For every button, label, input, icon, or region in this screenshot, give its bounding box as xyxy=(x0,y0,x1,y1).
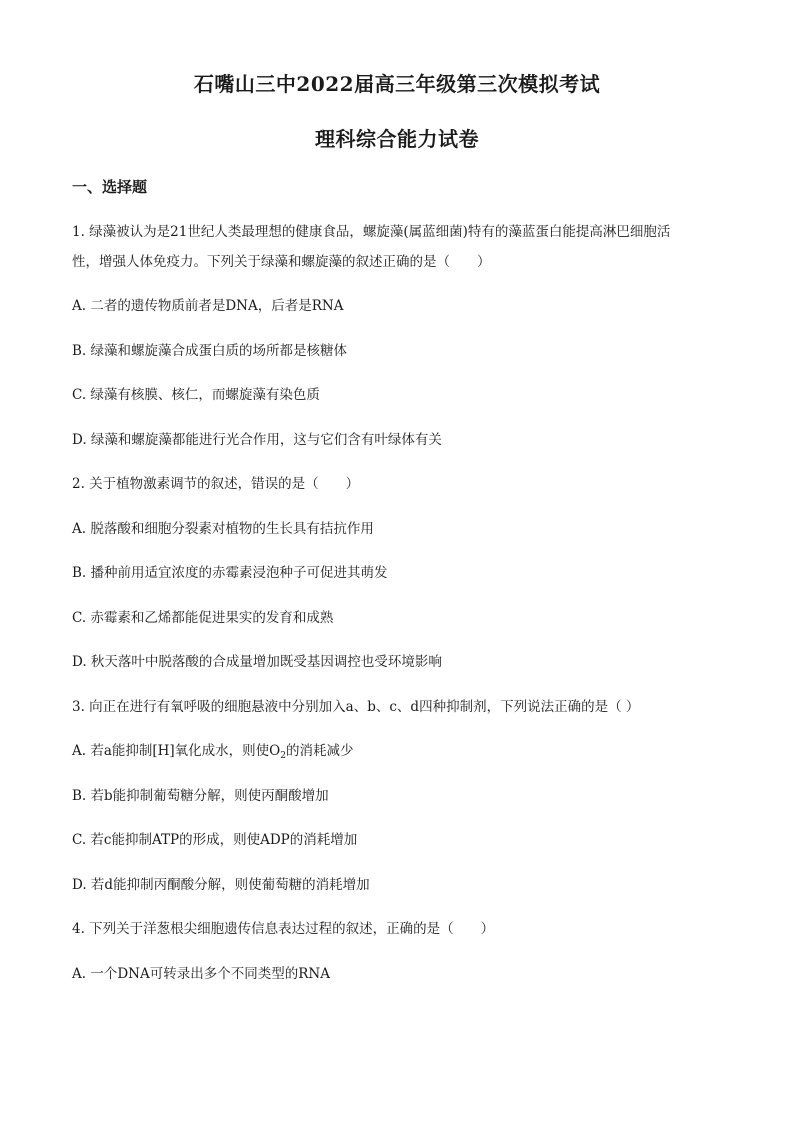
question-2-option-a: A. 脱落酸和细胞分裂素对植物的生长具有拮抗作用 xyxy=(72,521,374,537)
question-2-option-c: C. 赤霉素和乙烯都能促进果实的发育和成熟 xyxy=(72,610,334,626)
question-1-stem-line2: 性，增强人体免疫力。下列关于绿藻和螺旋藻的叙述正确的是（ ） xyxy=(72,254,491,270)
exam-subtitle: 理科综合能力试卷 xyxy=(315,127,479,151)
question-1-option-b: B. 绿藻和螺旋藻合成蛋白质的场所都是核糖体 xyxy=(72,343,348,359)
question-3-option-a xyxy=(72,741,354,766)
question-3-option-c: C. 若c能抑制ATP的形成，则使ADP的消耗增加 xyxy=(72,832,358,848)
question-2-option-b: B. 播种前用适宜浓度的赤霉素浸泡种子可促进其萌发 xyxy=(72,565,388,581)
question-2-option-d: D. 秋天落叶中脱落酸的合成量增加既受基因调控也受环境影响 xyxy=(72,654,442,670)
question-1-option-a: A. 二者的遗传物质前者是DNA，后者是RNA xyxy=(72,298,344,314)
oxygen-subscript: 2 xyxy=(280,751,286,761)
section-heading: 一、选择题 xyxy=(72,178,148,196)
question-3-stem: 3. 向正在进行有氧呼吸的细胞悬液中分别加入a、b、c、d四种抑制剂，下列说法正确的是（ ） xyxy=(72,699,640,715)
question-4-option-a: A. 一个DNA可转录出多个不同类型的RNA xyxy=(72,966,330,982)
question-4-stem: 4. 下列关于洋葱根尖细胞遗传信息表达过程的叙述，正确的是（ ） xyxy=(72,921,495,937)
question-1-stem-line1: 1. 绿藻被认为是21世纪人类最理想的健康食品，螺旋藻(属蓝细菌)特有的藻蓝蛋白能提高淋巴细胞活 xyxy=(72,224,671,240)
question-3-option-a-text-end: 的消耗减少 xyxy=(286,743,354,759)
question-3-option-d: D. 若d能抑制丙酮酸分解，则使葡萄糖的消耗增加 xyxy=(72,877,370,893)
question-2-stem: 2. 关于植物激素调节的叙述，错误的是（ ） xyxy=(72,476,360,492)
exam-title: 石嘴山三中2022届高三年级第三次模拟考试 xyxy=(193,72,601,96)
question-3-option-a-text: A. 若a能抑制[H]氧化成水，则使O xyxy=(72,743,281,759)
question-3-option-b: B. 若b能抑制葡萄糖分解，则使丙酮酸增加 xyxy=(72,788,329,804)
question-1-option-d: D. 绿藻和螺旋藻都能进行光合作用，这与它们含有叶绿体有关 xyxy=(72,432,442,448)
question-1-option-c: C. 绿藻有核膜、核仁，而螺旋藻有染色质 xyxy=(72,387,320,403)
